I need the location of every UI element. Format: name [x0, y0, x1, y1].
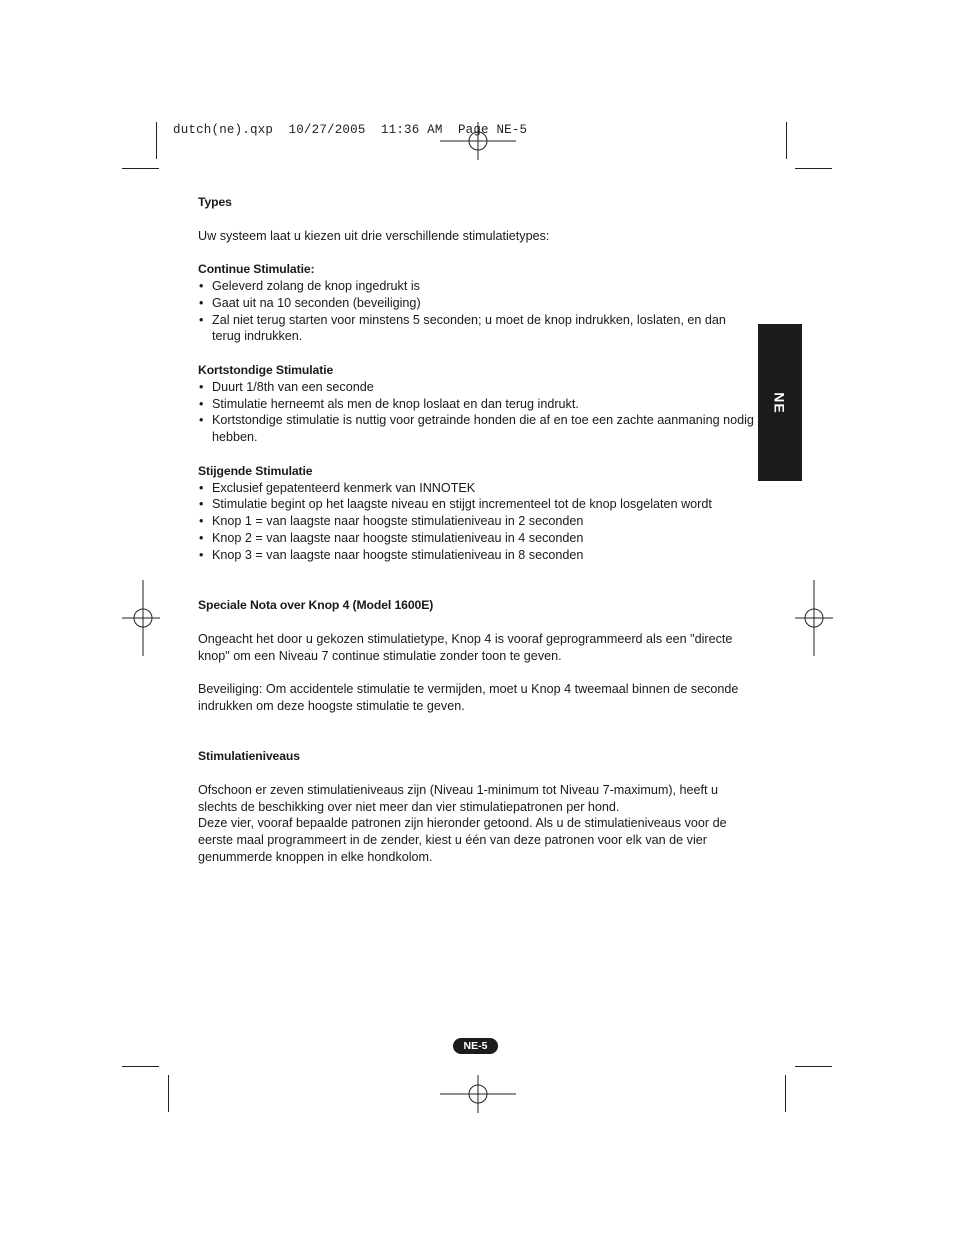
niveaus-paragraph-2: Deze vier, vooraf bepaalde patronen zijn hieronder getoond. Als u de stimulatieniveaus voor de eerste maal programmeert in de zender, kiest u één van deze patronen voor elk van de vier genummerde knoppen in elke hondkolom.	[198, 816, 727, 865]
heading-stijgende-stimulatie: Stijgende Stimulatie	[198, 463, 313, 478]
heading-speciale-nota: Speciale Nota over Knop 4 (Model 1600E)	[198, 598, 434, 613]
crop-mark-bottom-right-vertical	[785, 1075, 786, 1112]
crop-mark-bottom-left-horizontal	[122, 1066, 159, 1067]
list-item: • Knop 1 = van laagste naar hoogste stimulatieniveau in 2 seconden	[198, 513, 758, 530]
list-item: • Geleverd zolang de knop ingedrukt is	[198, 278, 758, 295]
list-item: • Knop 2 = van laagste naar hoogste stimulatieniveau in 4 seconden	[198, 530, 758, 547]
crop-mark-bottom-left-vertical	[168, 1075, 169, 1112]
crop-mark-top-left-vertical	[156, 122, 157, 159]
language-tab-label: NE	[771, 391, 788, 414]
heading-kortstondige-stimulatie: Kortstondige Stimulatie	[198, 362, 334, 377]
registration-mark-right	[795, 580, 833, 656]
list-item: • Knop 3 = van laagste naar hoogste stimulatieniveau in 8 seconden	[198, 547, 758, 564]
crop-mark-top-right-horizontal	[795, 168, 832, 169]
heading-continue-stimulatie: Continue Stimulatie:	[198, 262, 315, 277]
page-content	[198, 194, 758, 866]
continue-list	[198, 278, 758, 345]
list-item: • Gaat uit na 10 seconden (beveiliging)	[198, 295, 758, 312]
list-item: • Stimulatie begint op het laagste niveau en stijgt incrementeel tot de knop losgelaten wordt	[198, 496, 758, 513]
crop-mark-top-right-vertical	[786, 122, 787, 159]
list-item: • Stimulatie herneemt als men de knop loslaat en dan terug indrukt.	[198, 396, 758, 413]
niveaus-paragraph-1: Ofschoon er zeven stimulatieniveaus zijn (Niveau 1-minimum tot Niveau 7-maximum), heeft u slechts de beschikking over niet meer dan vier stimulatiepatronen per hond.	[198, 782, 719, 814]
kortstondig-list	[198, 379, 758, 446]
heading-stimulatieniveaus: Stimulatieniveaus	[198, 749, 300, 764]
print-slug: dutch(ne).qxp 10/27/2005 11:36 AM Page NE-5	[173, 123, 528, 137]
registration-mark-top	[440, 122, 516, 160]
stijgend-list	[198, 480, 758, 564]
language-tab	[758, 324, 802, 481]
types-intro: Uw systeem laat u kiezen uit drie verschillende stimulatietypes:	[198, 228, 550, 243]
registration-mark-bottom	[440, 1075, 516, 1113]
page-number-badge: NE-5	[453, 1038, 498, 1054]
speciale-paragraph-1: Ongeacht het door u gekozen stimulatietype, Knop 4 is vooraf geprogrammeerd als een "directe knop" om een Niveau 7 continue stimulatie zonder toon te geven.	[198, 631, 733, 663]
crop-mark-bottom-right-horizontal	[795, 1066, 832, 1067]
list-item: • Kortstondige stimulatie is nuttig voor getrainde honden die af en toe een zachte aanmaning nodig hebben.	[198, 412, 758, 446]
speciale-paragraph-2: Beveiliging: Om accidentele stimulatie te vermijden, moet u Knop 4 tweemaal binnen de seconde indrukken om deze hoogste stimulatie te geven.	[198, 682, 739, 713]
registration-mark-left	[122, 580, 160, 656]
heading-types: Types	[198, 195, 232, 209]
list-item: • Duurt 1/8th van een seconde	[198, 379, 758, 396]
list-item: • Exclusief gepatenteerd kenmerk van INNOTEK	[198, 480, 758, 497]
list-item: • Zal niet terug starten voor minstens 5 seconden; u moet de knop indrukken, loslaten, en dan terug indrukken.	[198, 312, 758, 346]
crop-mark-top-left-horizontal	[122, 168, 159, 169]
